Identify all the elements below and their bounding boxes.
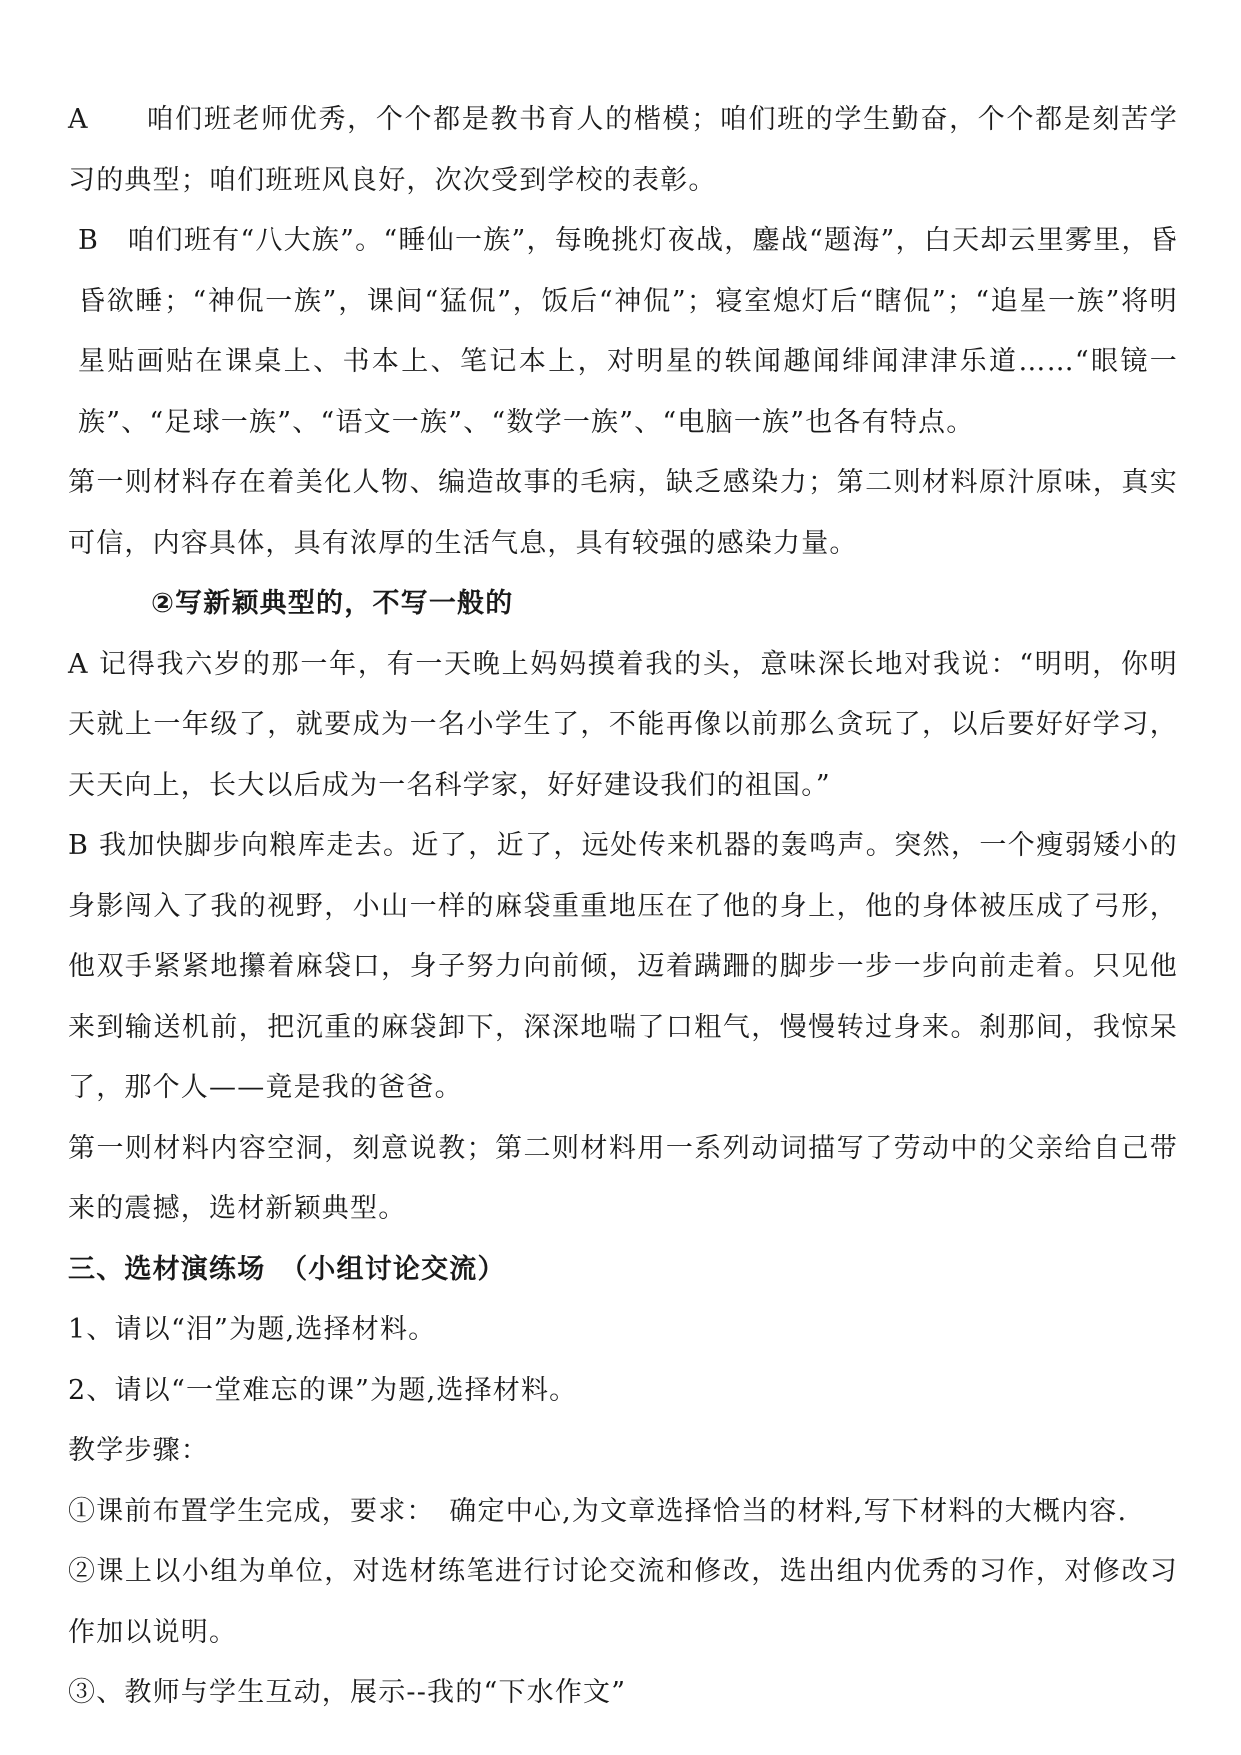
teaching-step-1: ①课前布置学生完成，要求： 确定中心,为文章选择恰当的材料,写下材料的大概内容.	[68, 1495, 1128, 1527]
document-body	[68, 90, 1178, 1724]
exercise-item-1: 1、请以“泪”为题,选择材料。	[68, 1314, 437, 1345]
paragraph-comparison-two: 第一则材料内容空洞，刻意说教；第二则材料用一系列动词描写了劳动中的父亲给自己带来的震撼，选材新颖典型。	[68, 1132, 1178, 1224]
paragraph-comparison-one: 第一则材料存在着美化人物、编造故事的毛病，缺乏感染力；第二则材料原汁原味，真实可信，内容具体，具有浓厚的生活气息，具有较强的感染力量。	[68, 467, 1178, 559]
paragraph-material-b-father: B 我加快脚步向粮库走去。近了，近了，远处传来机器的轰鸣声。突然，一个瘦弱矮小的身影闯入了我的视野，小山一样的麻袋重重地压在了他的身上，他的身体被压成了弓形，他双手紧紧地攥着麻袋口，身子努力向前倾，迈着蹒跚的脚步一步一步向前走着。只见他来到输送机前，把沉重的麻袋卸下，深深地喘了口粗气，慢慢转过身来。刹那间，我惊呆了，那个人——竟是我的爸爸。	[68, 830, 1178, 1103]
teaching-step-2: ②课上以小组为单位，对选材练笔进行讨论交流和修改，选出组内优秀的习作，对修改习作加以说明。	[68, 1556, 1178, 1648]
teaching-steps-label: 教学步骤：	[68, 1435, 209, 1466]
section-heading-practice: 三、选材演练场 （小组讨论交流）	[68, 1253, 506, 1285]
paragraph-material-a-praise: A 咱们班老师优秀，个个都是教书育人的楷模；咱们班的学生勤奋，个个都是刻苦学习的典型；咱们班班风良好，次次受到学校的表彰。	[68, 104, 1178, 196]
exercise-item-2: 2、请以“一堂难忘的课”为题,选择材料。	[68, 1374, 578, 1406]
teaching-step-3: ③、教师与学生互动，展示--我的“下水作文”	[68, 1677, 627, 1708]
section-subheading-novel-typical: ②写新颖典型的，不写一般的	[151, 588, 514, 619]
paragraph-material-b-eight-groups: B 咱们班有“八大族”。“睡仙一族”，每晚挑灯夜战，鏖战“题海”，白天却云里雾里，昏昏欲睡；“神侃一族”，课间“猛侃”，饭后“神侃”；寝室熄灯后“瞎侃”；“追星一族”将明星贴画贴在课桌上、书本上、笔记本上，对明星的轶闻趣闻绯闻津津乐道……“眼镜一族”、“足球一族”、“语文一族”、“数学一族”、“电脑一族”也各有特点。	[78, 225, 1178, 438]
paragraph-material-a-mother: A 记得我六岁的那一年，有一天晚上妈妈摸着我的头，意味深长地对我说：“明明，你明天就上一年级了，就要成为一名小学生了，不能再像以前那么贪玩了，以后要好好学习，天天向上，长大以后成为一名科学家，好好建设我们的祖国。”	[68, 648, 1178, 801]
